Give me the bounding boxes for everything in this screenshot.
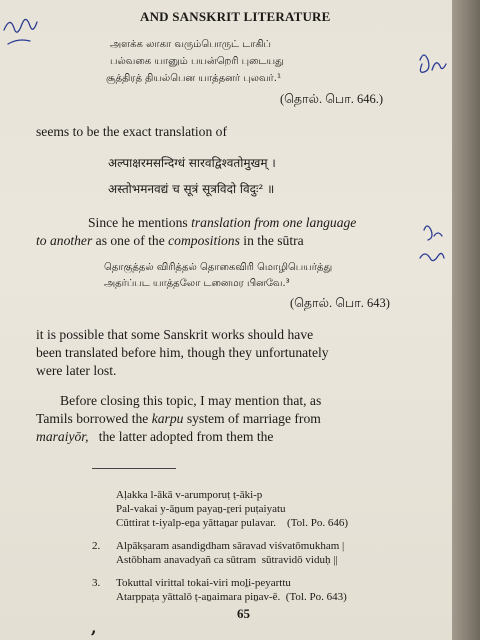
italic-run: translation from one language: [191, 215, 357, 230]
tamil-verse-line: தொகுத்தல் விரித்தல் தொகைவிரி மொழிபெயர்த்து: [104, 262, 333, 273]
text-run: Tamils borrowed the: [36, 411, 152, 426]
paragraph-line: seems to be the exact translation of: [36, 124, 228, 139]
footnote-line: Pal-vakai y-āṉum payaṉ-ṟeri puṭaiyatu: [116, 503, 286, 515]
scribble-top-left-underline: [8, 40, 30, 44]
footnote-line: Aḷakka l-ākā v-arumporuṭ ṭ-āki-p: [116, 489, 263, 501]
text-run: as one of the: [92, 233, 169, 248]
citation: (தொல். பொ. 643): [290, 296, 390, 310]
footnote-line: Alpākṣaram asandigdham sāravad viśvatōmukham |: [116, 540, 345, 552]
scribble-top-right: [420, 55, 446, 72]
tamil-verse-line: அளக்க லாகா வரும்பொருட் டாகிப்: [110, 39, 271, 50]
citation: (தொல். பொ. 646.): [280, 92, 384, 106]
page-edge-shadow: [452, 0, 480, 640]
sanskrit-verse-line: अल्पाक्षरमसन्दिग्धं सारवद्विश्वतोमुखम् ।: [108, 156, 276, 170]
running-header: AND SANSKRIT LITERATURE: [140, 9, 331, 24]
footnote-number: 2.: [92, 540, 101, 552]
footnote-line: Atarppaṭa yāttalō ṭ-aṉaimara piṉav-ē. (Tol. Po. 643): [116, 591, 347, 603]
footnote-number: 3.: [92, 577, 101, 589]
paragraph-line: were later lost.: [36, 363, 117, 378]
paragraph-line: been translated before him, though they unfortunately: [36, 345, 329, 360]
text-run: in the sūtra: [239, 233, 304, 248]
italic-run: maraiyōr,: [36, 429, 89, 444]
paragraph-line: Before closing this topic, I may mention that, as: [60, 393, 322, 408]
tamil-verse-line: பல்வகை யானும் பயன்றெரி புடையது: [110, 56, 284, 67]
page-number: 65: [237, 606, 250, 621]
scribble-right-mid-2: [420, 253, 444, 260]
paragraph-line: it is possible that some Sanskrit works should have: [36, 327, 314, 342]
tamil-verse-line: அதர்ப்பட யாத்தலோ டனைமர பினவே.³: [104, 278, 290, 289]
margin-mark: ,: [91, 618, 97, 637]
tamil-verse-line: சூத்திரத் தியல்பென யாத்தனர் புலவர்.¹: [106, 73, 281, 84]
text-run: Since he mentions: [88, 215, 192, 230]
sanskrit-verse-line: अस्तोभमनवद्यं च सूत्रं सूत्रविदो विदुः² ॥: [108, 182, 275, 196]
italic-run: karpu: [151, 411, 184, 426]
footnote-line: Cūttirat t-iyalp-eṉa yāttaṉar pulavar. (Tol. Po. 646): [116, 517, 348, 529]
scribble-top-left: [4, 19, 37, 32]
scribble-right-mid-1: [424, 226, 442, 240]
italic-run: compositions: [168, 233, 240, 248]
text-run: system of marriage from: [183, 411, 321, 426]
text-run: the latter adopted from them the: [88, 429, 274, 444]
footnote-line: Tokuttal virittal tokai-viri moḻi-peyarttu: [116, 577, 291, 589]
footnote-line: Astōbham anavadyañ ca sūtram sūtravidō viduḥ ||: [116, 554, 338, 566]
italic-run: to another: [36, 233, 93, 248]
